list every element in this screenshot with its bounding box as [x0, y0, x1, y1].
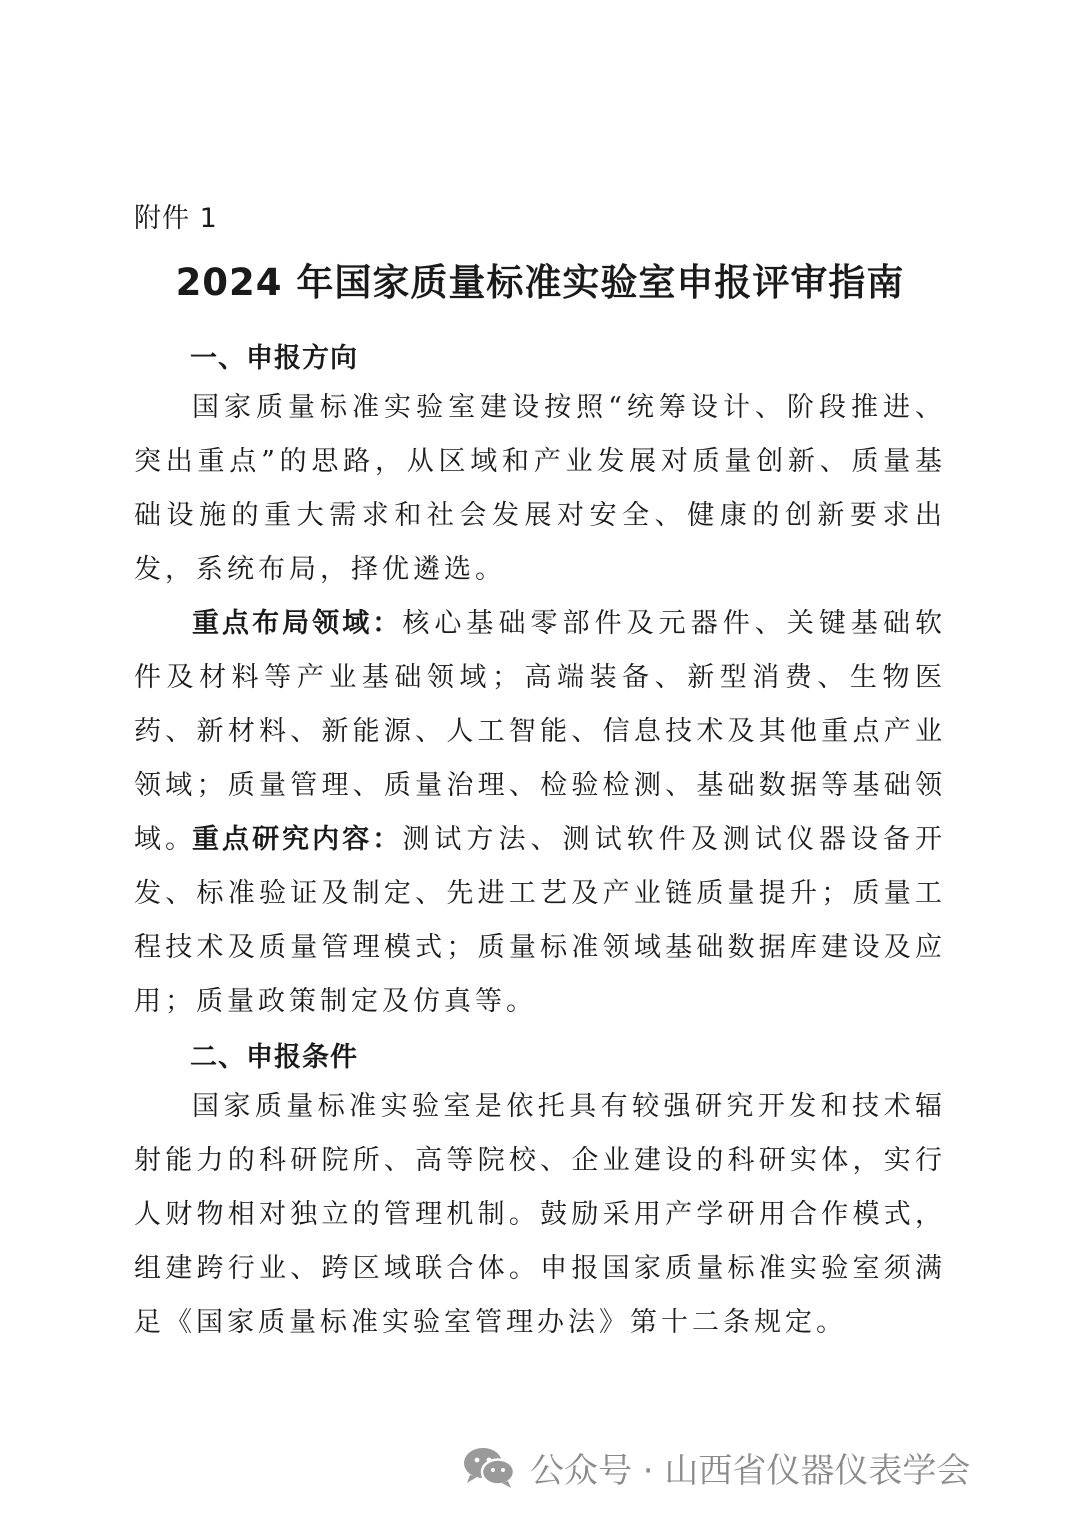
- paragraph-text: 国家质量标准实验室建设按照“统筹设计、阶段推进、突出重点”的思路，从区域和产业发展对质量创新、质量基础设施的重大需求和社会发展对安全、健康的创新要求出发，系统布局，择优遴选。: [134, 392, 946, 585]
- paragraph-conditions: [134, 1080, 946, 1350]
- paragraph-key-research: [134, 813, 946, 1029]
- watermark-text: 公众号 · 山西省仪器仪表学会: [530, 1450, 971, 1491]
- paragraph-lead: 重点布局领域：: [192, 608, 403, 639]
- section-heading-1: 一、申报方向: [190, 343, 358, 374]
- paragraph-text: 国家质量标准实验室是依托具有较强研究开发和技术辐射能力的科研院所、高等院校、企业建设的科研实体，实行人财物相对独立的管理机制。鼓励采用产学研用合作模式，组建跨行业、跨区域联合体。申报国家质量标准实验室须满足《国家质量标准实验室管理办法》第十二条规定。: [134, 1091, 946, 1338]
- paragraph-intro: [134, 381, 946, 597]
- paragraph-lead: 重点研究内容：: [192, 824, 403, 855]
- wechat-icon: [462, 1445, 516, 1489]
- document-title: 2024 年国家质量标准实验室申报评审指南: [175, 261, 905, 304]
- paragraph-text: 核心基础零部件及元器件、关键基础软件及材料等产业基础领域；高端装备、新型消费、生物医药、新材料、新能源、人工智能、信息技术及其他重点产业领域；质量管理、质量治理、检验检测、基础数据等基础领域。: [134, 608, 947, 855]
- attachment-label: 附件 1: [134, 203, 218, 234]
- section-heading-2: 二、申报条件: [190, 1042, 358, 1073]
- paragraph-text: 测试方法、测试软件及测试仪器设备开发、标准验证及制定、先进工艺及产业链质量提升；质量工程技术及质量管理模式；质量标准领域基础数据库建设及应用；质量政策制定及仿真等。: [134, 824, 947, 1017]
- watermark: [462, 1437, 970, 1497]
